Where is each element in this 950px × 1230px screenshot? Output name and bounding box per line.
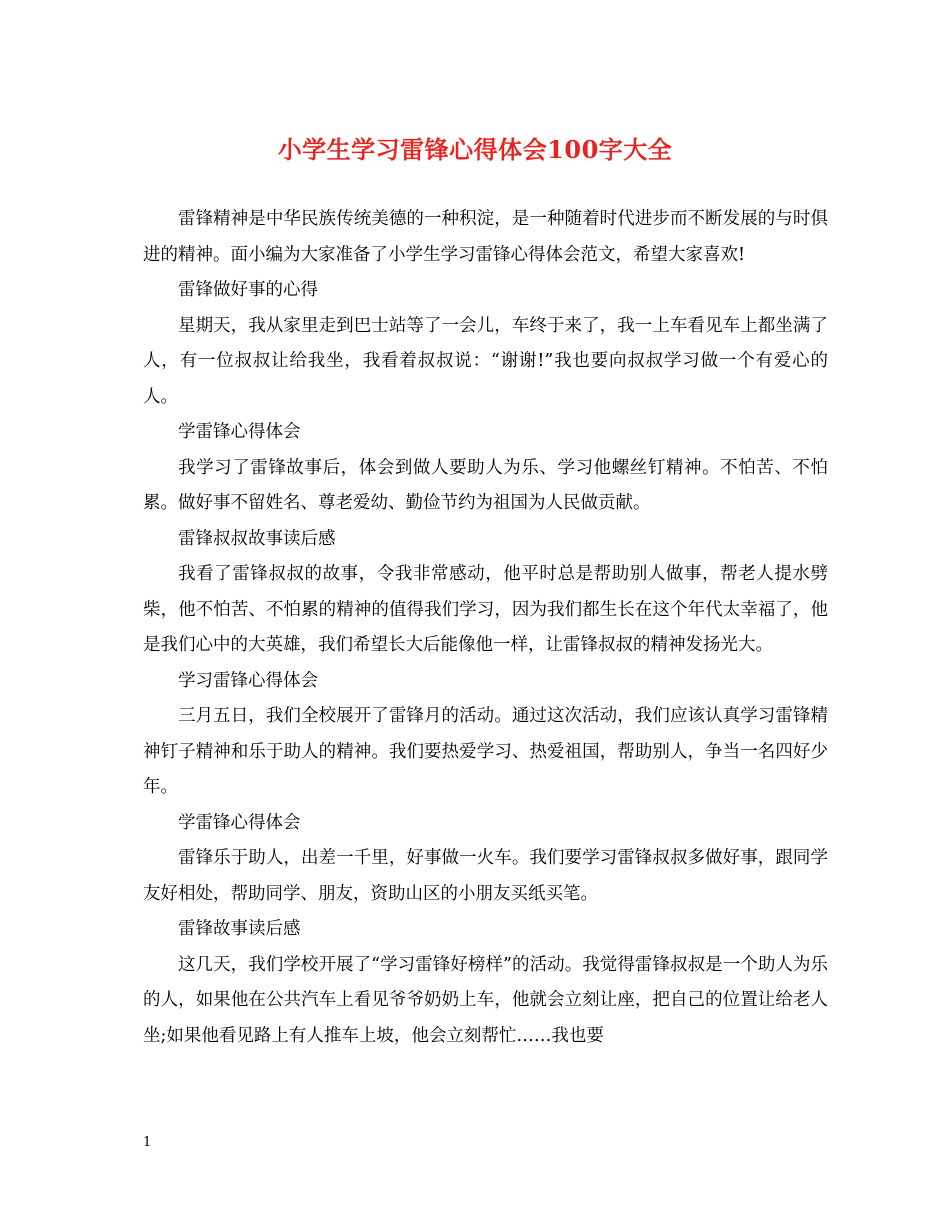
paragraph: 这几天，我们学校开展了“学习雷锋好榜样”的活动。我觉得雷锋叔叔是一个助人为乐的人，如果他在公共汽车上看见爷爷奶奶上车，他就会立刻让座，把自己的位置让给老人坐;如果他看见路上有人推车上坡，他会立刻帮忙……我也要	[143, 954, 828, 1046]
document-title: 小学生学习雷锋心得体会100字大全	[277, 135, 673, 164]
paragraph: 雷锋乐于助人，出差一千里，好事做一火车。我们要学习雷锋叔叔多做好事，跟同学友好相处，帮助同学、朋友，资助山区的小朋友买纸买笔。	[143, 848, 828, 904]
paragraph: 我学习了雷锋故事后，体会到做人要助人为乐、学习他螺丝钉精神。不怕苦、不怕累。做好事不留姓名、尊老爱幼、勤俭节约为祖国为人民做贡献。	[143, 457, 828, 513]
document-body	[143, 202, 828, 1054]
section-heading: 学雷锋心得体会	[178, 812, 301, 833]
paragraph: 三月五日，我们全校展开了雷锋月的活动。通过这次活动，我们应该认真学习雷锋精神钉子精神和乐于助人的精神。我们要热爱学习、热爱祖国，帮助别人，争当一名四好少年。	[143, 706, 828, 797]
paragraph: 我看了雷锋叔叔的故事，令我非常感动，他平时总是帮助别人做事，帮老人提水劈柴，他不怕苦、不怕累的精神的值得我们学习，因为我们都生长在这个年代太幸福了，他是我们心中的大英雄，我们希望长大后能像他一样，让雷锋叔叔的精神发扬光大。	[143, 564, 828, 655]
page-number: 1	[143, 1135, 152, 1150]
section-heading: 雷锋叔叔故事读后感	[178, 528, 336, 549]
section-heading: 雷锋故事读后感	[178, 919, 301, 939]
section-heading: 雷锋做好事的心得	[178, 280, 318, 300]
paragraph: 星期天，我从家里走到巴士站等了一会儿，车终于来了，我一上车看见车上都坐满了人，有一位叔叔让给我坐，我看着叔叔说：“谢谢!”我也要向叔叔学习做一个有爱心的人。	[143, 315, 828, 407]
paragraph: 雷锋精神是中华民族传统美德的一种积淀，是一种随着时代进步而不断发展的与时俱进的精神。面小编为大家准备了小学生学习雷锋心得体会范文，希望大家喜欢!	[143, 209, 828, 265]
section-heading: 学雷锋心得体会	[178, 422, 301, 442]
section-heading: 学习雷锋心得体会	[178, 670, 318, 691]
